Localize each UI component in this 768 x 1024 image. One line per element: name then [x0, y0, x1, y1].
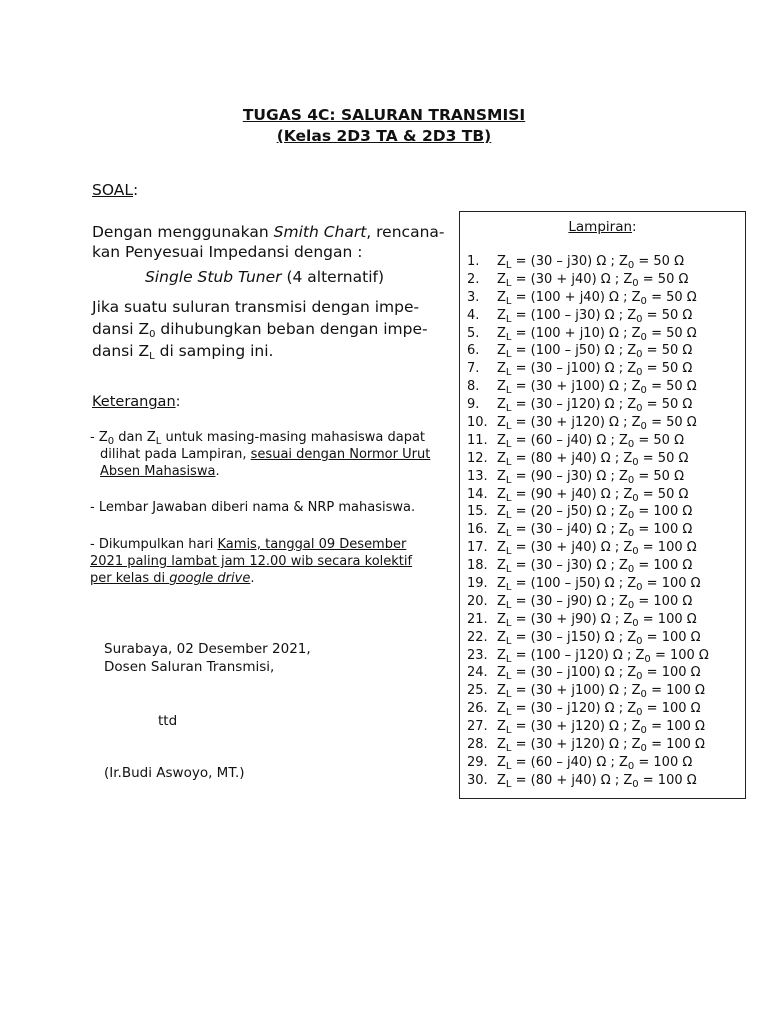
note3-a: - Dikumpulkan hari — [90, 537, 218, 552]
lampiran-item: 29. $Z_L = (60 - j40)$ Ω ; $Z_0 = 100$ Ω — [467, 754, 693, 772]
lampiran-item: 9. $Z_L = (30 - j120)$ Ω ; $Z_0 = 50$ Ω — [467, 397, 693, 415]
note1-c: untuk masing-masing mahasiswa dapat — [161, 430, 426, 445]
lampiran-item: 16. $Z_L = (30 - j40)$ Ω ; $Z_0 = 100$ Ω — [467, 522, 693, 540]
lampiran-item-zl: = (60 – j40) Ω ; Z — [515, 432, 628, 448]
lampiran-item-z0: = 50 Ω — [642, 450, 689, 466]
lampiran-item-number: 10. — [467, 415, 488, 431]
zl-subscript: L — [505, 403, 512, 415]
lampiran-item-zl: = (30 + j100) Ω ; Z — [515, 683, 641, 699]
signature-role: Dosen Saluran Transmisi, — [104, 659, 275, 675]
z0-subscript: 0 — [632, 456, 639, 468]
lampiran-title — [460, 219, 745, 235]
lampiran-item-zl: = (30 – j100) Ω ; Z — [515, 361, 637, 377]
lampiran-item-z0: = 50 Ω — [642, 271, 689, 287]
lampiran-title-label: Lampiran — [568, 219, 633, 235]
zl-subscript: L — [505, 474, 512, 486]
lampiran-item-zl: = (30 – j150) Ω ; Z — [515, 629, 637, 645]
lampiran-item: 4. $Z_L = (100 - j30)$ Ω ; $Z_0 = 50$ Ω — [467, 307, 693, 325]
zl-subscript: L — [505, 671, 512, 683]
lampiran-item-number: 5. — [467, 325, 480, 341]
lampiran-item: 17. $Z_L = (30 + j40)$ Ω ; $Z_0 = 100$ Ω — [467, 540, 697, 558]
stub-tuner-line — [92, 268, 437, 286]
lampiran-item-number: 15. — [467, 504, 488, 520]
note3-u3i: google drive — [169, 571, 251, 586]
z0-subscript: 0 — [627, 528, 635, 540]
signature-name: (Ir.Budi Aswoyo, MT.) — [104, 765, 245, 781]
z0-subscript: 0 — [632, 617, 639, 629]
lampiran-item-zl: = (20 – j50) Ω ; Z — [515, 504, 628, 520]
lampiran-item-z0: = 100 Ω — [638, 522, 693, 538]
zl-subscript: L — [505, 331, 512, 343]
z0-subscript: 0 — [636, 582, 643, 594]
lampiran-item-z0: = 50 Ω — [651, 289, 697, 305]
lampiran-item-zl: = (30 – j30) Ω ; Z — [515, 254, 628, 269]
problem-part3: di samping ini. — [154, 342, 274, 360]
lampiran-title-colon: : — [632, 219, 637, 235]
problem-paragraph — [92, 296, 457, 362]
note1-line3 — [90, 463, 452, 480]
lampiran-item-z0: = 50 Ω — [646, 343, 693, 359]
note3-u1: Kamis, tanggal 09 Desember — [217, 537, 407, 552]
lampiran-item-z0: = 100 Ω — [638, 593, 693, 609]
z0-subscript: 0 — [627, 438, 635, 450]
note1-line2a: dilihat pada Lampiran, — [100, 447, 251, 462]
lampiran-item-zl: = (30 + j120) Ω ; Z — [515, 719, 641, 735]
lampiran-item-number: 4. — [467, 307, 480, 323]
signature-ttd: ttd — [158, 713, 178, 729]
lampiran-item: 15. $Z_L = (20 - j50)$ Ω ; $Z_0 = 100$ Ω — [467, 504, 693, 522]
z0-subscript: 0 — [640, 295, 647, 307]
z0-subscript: 0 — [632, 492, 639, 504]
lampiran-item: 24. $Z_L = (30 - j100)$ Ω ; $Z_0 = 100$ Ω — [467, 665, 701, 683]
lampiran-item-number: 28. — [467, 737, 488, 753]
z0-subscript: 0 — [640, 421, 647, 433]
note3-u2: 2021 paling lambat jam 12.00 wib secara kolektif — [90, 554, 413, 569]
lampiran-item-number: 9. — [467, 397, 480, 413]
lampiran-item: 2. $Z_L = (30 + j40)$ Ω ; $Z_0 = 50$ Ω — [467, 271, 689, 289]
intro-paragraph — [92, 222, 457, 262]
lampiran-item-number: 26. — [467, 701, 488, 717]
lampiran-item-z0: = 100 Ω — [646, 665, 701, 681]
zl-subscript: L — [505, 492, 512, 504]
lampiran-item-z0: = 100 Ω — [638, 754, 693, 770]
lampiran-item: 7. $Z_L = (30 - j100)$ Ω ; $Z_0 = 50$ Ω — [467, 361, 693, 379]
zl-subscript: L — [505, 635, 512, 647]
lampiran-item: 3. $Z_L = (100 + j40)$ Ω ; $Z_0 = 50$ Ω — [467, 289, 697, 307]
lampiran-item-zl: = (90 – j30) Ω ; Z — [515, 468, 628, 484]
z0-subscript: 0 — [640, 385, 647, 397]
note1-subL: L — [155, 436, 162, 447]
lampiran-item-zl: = (30 – j120) Ω ; Z — [515, 701, 637, 717]
lampiran-item-zl: = (30 – j100) Ω ; Z — [515, 665, 637, 681]
z0-subscript: 0 — [644, 653, 651, 665]
lampiran-item-z0: = 50 Ω — [646, 361, 693, 377]
z0-subscript: 0 — [632, 546, 639, 558]
lampiran-item-zl: = (30 – j120) Ω ; Z — [515, 397, 637, 413]
lampiran-item-zl: = (30 + j90) Ω ; Z — [515, 611, 633, 627]
note-dikumpulkan — [90, 536, 452, 587]
lampiran-item-number: 24. — [467, 665, 488, 681]
z0-subscript: 0 — [636, 671, 643, 683]
zl-subscript: L — [505, 546, 512, 558]
lampiran-item: 10. $Z_L = (30 + j120)$ Ω ; $Z_0 = 50$ Ω — [467, 415, 697, 433]
z0-subscript: 0 — [640, 725, 647, 737]
lampiran-item: 13. $Z_L = (90 - j30)$ Ω ; $Z_0 = 50$ Ω — [467, 468, 685, 486]
note1-a: - Z — [90, 430, 108, 445]
note3-end: . — [250, 571, 255, 586]
intro-smith-chart: Smith Chart — [273, 223, 367, 241]
lampiran-item: 28. $Z_L = (30 + j120)$ Ω ; $Z_0 = 100$ Ω — [467, 737, 705, 755]
signature-place-date: Surabaya, 02 Desember 2021, — [104, 641, 311, 657]
lampiran-item-number: 7. — [467, 361, 480, 377]
zl-subscript: L — [505, 725, 512, 737]
page-title: TUGAS 4C: SALURAN TRANSMISI — [242, 106, 526, 124]
lampiran-item-z0: = 100 Ω — [651, 683, 705, 699]
lampiran-item-number: 20. — [467, 593, 488, 609]
lampiran-item-number: 12. — [467, 450, 488, 466]
zl-subscript: L — [505, 277, 512, 289]
note1-b: dan Z — [114, 430, 156, 445]
lampiran-item-z0: = 100 Ω — [651, 737, 705, 753]
lampiran-item: 23. $Z_L = (100 - j120)$ Ω ; $Z_0 = 100$ Ω — [467, 647, 709, 665]
lampiran-list — [467, 253, 709, 790]
note1-sub0: 0 — [107, 436, 115, 447]
lampiran-item-z0: = 100 Ω — [654, 647, 709, 663]
keterangan-colon: : — [175, 394, 181, 410]
z0-subscript: 0 — [636, 367, 643, 379]
z0-subscript: 0 — [640, 689, 647, 701]
lampiran-item-zl: = (100 – j120) Ω ; Z — [515, 647, 645, 663]
lampiran-item: 26. $Z_L = (30 - j120)$ Ω ; $Z_0 = 100$ Ω — [467, 701, 701, 719]
soal-colon: : — [133, 181, 139, 199]
note1-line2 — [90, 446, 452, 463]
lampiran-item: 6. $Z_L = (100 - j50)$ Ω ; $Z_0 = 50$ Ω — [467, 343, 693, 361]
z0-subscript: 0 — [627, 599, 635, 611]
lampiran-item-zl: = (30 + j40) Ω ; Z — [515, 540, 633, 556]
z0-subscript: 0 — [632, 778, 639, 790]
zl-subscript: L — [505, 599, 512, 611]
lampiran-item: 30. $Z_L = (80 + j40)$ Ω ; $Z_0 = 100$ Ω — [467, 772, 697, 790]
lampiran-item-zl: = (100 – j50) Ω ; Z — [515, 576, 637, 592]
zl-subscript: L — [505, 295, 512, 307]
lampiran-item-number: 8. — [467, 379, 480, 395]
z0-subscript: 0 — [640, 743, 647, 755]
zl-subscript: L — [505, 421, 512, 433]
note3-u3a: per kelas di — [90, 571, 170, 586]
lampiran-item-zl: = (30 + j40) Ω ; Z — [515, 271, 633, 287]
zl-subscript: L — [505, 689, 512, 701]
lampiran-item-z0: = 100 Ω — [651, 719, 705, 735]
z0-subscript: 0 — [627, 510, 635, 522]
lampiran-item: 20. $Z_L = (30 - j90)$ Ω ; $Z_0 = 100$ Ω — [467, 593, 693, 611]
lampiran-item: 5. $Z_L = (100 + j10)$ Ω ; $Z_0 = 50$ Ω — [467, 325, 697, 343]
zl-subscript: L — [505, 617, 512, 629]
zl-subscript: L — [505, 510, 512, 522]
lampiran-item-z0: = 100 Ω — [646, 576, 701, 592]
z0-subscript: 0 — [627, 564, 635, 576]
lampiran-item-z0: = 50 Ω — [651, 379, 697, 395]
zl-subscript: L — [505, 438, 512, 450]
lampiran-item: 18. $Z_L = (30 - j30)$ Ω ; $Z_0 = 100$ Ω — [467, 558, 693, 576]
lampiran-item-number: 11. — [467, 432, 488, 448]
lampiran-item-z0: = 100 Ω — [642, 772, 697, 788]
z0-subscript: 0 — [636, 313, 643, 325]
soal-heading — [92, 181, 138, 199]
lampiran-item-zl: = (30 – j90) Ω ; Z — [515, 593, 628, 609]
lampiran-item-zl: = (80 + j40) Ω ; Z — [515, 772, 633, 788]
stub-tuner-rest: (4 alternatif) — [281, 268, 385, 286]
lampiran-item-z0: = 100 Ω — [642, 611, 697, 627]
lampiran-item: 21. $Z_L = (30 + j90)$ Ω ; $Z_0 = 100$ Ω — [467, 611, 697, 629]
lampiran-item-number: 2. — [467, 271, 480, 287]
lampiran-item-number: 27. — [467, 719, 488, 735]
problem-part2: dihubungkan beban dengan impe-dansi Z — [92, 320, 428, 360]
zl-subscript: L — [505, 385, 512, 397]
lampiran-item: 27. $Z_L = (30 + j120)$ Ω ; $Z_0 = 100$ Ω — [467, 719, 705, 737]
lampiran-item-z0: = 50 Ω — [646, 307, 693, 323]
intro-text-after: , rencana-kan Penyesuai Impedansi dengan : — [92, 223, 445, 261]
zl-subscript: L — [505, 778, 512, 790]
lampiran-item: 14. $Z_L = (90 + j40)$ Ω ; $Z_0 = 50$ Ω — [467, 486, 689, 504]
lampiran-item-zl: = (30 + j100) Ω ; Z — [515, 379, 641, 395]
lampiran-item: 12. $Z_L = (80 + j40)$ Ω ; $Z_0 = 50$ Ω — [467, 450, 689, 468]
lampiran-item-zl: = (100 – j30) Ω ; Z — [515, 307, 637, 323]
z0-subscript: 0 — [627, 260, 635, 271]
lampiran-item-z0: = 50 Ω — [646, 397, 693, 413]
keterangan-label: Keterangan — [92, 394, 176, 410]
z0-subscript: 0 — [636, 707, 643, 719]
lampiran-item-z0: = 50 Ω — [638, 254, 685, 269]
zl-subscript: L — [505, 313, 512, 325]
page-subtitle: (Kelas 2D3 TA & 2D3 TB) — [276, 127, 492, 145]
problem-part1: Jika suatu suluran transmisi dengan impe-dansi Z — [92, 298, 420, 338]
lampiran-item-z0: = 50 Ω — [638, 468, 685, 484]
lampiran-item-z0: = 100 Ω — [638, 504, 693, 520]
note-lembar-jawaban: - Lembar Jawaban diberi nama & NRP mahasiswa. — [90, 500, 416, 515]
lampiran-item-number: 16. — [467, 522, 488, 538]
lampiran-item-z0: = 50 Ω — [651, 325, 697, 341]
z0-subscript: 0 — [627, 760, 635, 772]
stub-tuner-italic: Single Stub Tuner — [144, 268, 282, 286]
zl-subscript: L — [505, 653, 512, 665]
z0-subscript: 0 — [636, 349, 643, 361]
z0-subscript: 0 — [632, 277, 639, 289]
lampiran-item-zl: = (30 + j120) Ω ; Z — [515, 415, 641, 431]
lampiran-item-number: 22. — [467, 629, 488, 645]
lampiran-item-number: 23. — [467, 647, 488, 663]
lampiran-item-zl: = (30 + j120) Ω ; Z — [515, 737, 641, 753]
zl-subscript: L — [505, 260, 512, 271]
zl-subscript: L — [505, 528, 512, 540]
z0-subscript: 0 — [636, 403, 643, 415]
lampiran-item-zl: = (90 + j40) Ω ; Z — [515, 486, 633, 502]
intro-text-before: Dengan menggunakan — [92, 223, 274, 241]
lampiran-item-number: 29. — [467, 754, 488, 770]
problem-sub0: 0 — [149, 329, 156, 340]
lampiran-item-number: 30. — [467, 772, 488, 788]
zl-subscript: L — [505, 760, 512, 772]
lampiran-item: 25. $Z_L = (30 + j100)$ Ω ; $Z_0 = 100$ Ω — [467, 683, 705, 701]
z0-subscript: 0 — [636, 635, 643, 647]
zl-subscript: L — [505, 582, 512, 594]
lampiran-item-number: 25. — [467, 683, 488, 699]
lampiran-item-number: 18. — [467, 558, 488, 574]
lampiran-item: 11. $Z_L = (60 - j40)$ Ω ; $Z_0 = 50$ Ω — [467, 432, 685, 450]
lampiran-item-number: 17. — [467, 540, 488, 556]
lampiran-item-number: 14. — [467, 486, 488, 502]
zl-subscript: L — [505, 349, 512, 361]
zl-subscript: L — [505, 707, 512, 719]
lampiran-item-number: 3. — [467, 289, 480, 305]
zl-subscript: L — [505, 743, 512, 755]
lampiran-item: 19. $Z_L = (100 - j50)$ Ω ; $Z_0 = 100$ Ω — [467, 576, 701, 594]
lampiran-item-z0: = 50 Ω — [638, 432, 685, 448]
lampiran-item: 22. $Z_L = (30 - j150)$ Ω ; $Z_0 = 100$ Ω — [467, 629, 701, 647]
lampiran-item-zl: = (60 – j40) Ω ; Z — [515, 754, 628, 770]
zl-subscript: L — [505, 367, 512, 379]
lampiran-item-zl: = (100 – j50) Ω ; Z — [515, 343, 637, 359]
lampiran-item: 1. $Z_L = (30 - j30)$ Ω ; $Z_0 = 50$ Ω — [467, 254, 685, 271]
lampiran-item-zl: = (100 + j40) Ω ; Z — [515, 289, 641, 305]
soal-label: SOAL — [92, 181, 134, 199]
zl-subscript: L — [505, 456, 512, 468]
lampiran-item-z0: = 100 Ω — [642, 540, 697, 556]
note1-line3u: Absen Mahasiswa — [100, 464, 216, 479]
lampiran-item-zl: = (100 + j10) Ω ; Z — [515, 325, 641, 341]
lampiran-item-zl: = (30 – j40) Ω ; Z — [515, 522, 628, 538]
z0-subscript: 0 — [627, 474, 635, 486]
lampiran-item-z0: = 100 Ω — [638, 558, 693, 574]
lampiran-item-z0: = 50 Ω — [642, 486, 689, 502]
z0-subscript: 0 — [640, 331, 647, 343]
lampiran-box — [459, 211, 746, 799]
lampiran-item-z0: = 100 Ω — [646, 629, 701, 645]
note-lampiran — [90, 429, 452, 480]
lampiran-item: 8. $Z_L = (30 + j100)$ Ω ; $Z_0 = 50$ Ω — [467, 379, 697, 397]
lampiran-item-number: 13. — [467, 468, 488, 484]
note1-line2u: sesuai dengan Normor Urut — [250, 447, 431, 462]
problem-subL: L — [149, 351, 155, 362]
signature-block — [104, 640, 311, 676]
note1-line3end: . — [215, 464, 220, 479]
lampiran-item-number: 6. — [467, 343, 480, 359]
lampiran-item-zl: = (80 + j40) Ω ; Z — [515, 450, 633, 466]
lampiran-item-zl: = (30 – j30) Ω ; Z — [515, 558, 628, 574]
lampiran-item-z0: = 50 Ω — [651, 415, 697, 431]
lampiran-item-z0: = 100 Ω — [646, 701, 701, 717]
lampiran-item-number: 21. — [467, 611, 488, 627]
keterangan-heading — [92, 394, 181, 410]
lampiran-item-number: 19. — [467, 576, 488, 592]
lampiran-item-number: 1. — [467, 254, 480, 269]
zl-subscript: L — [505, 564, 512, 576]
